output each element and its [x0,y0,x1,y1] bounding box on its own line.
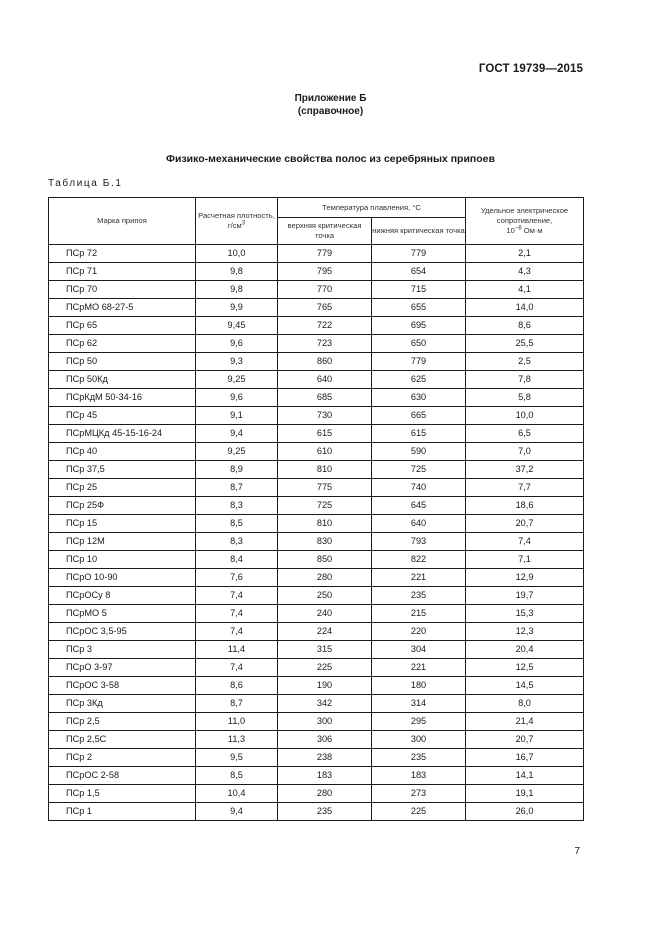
table-row [49,353,584,371]
cell-upper-point: 810 [278,515,372,533]
page-number: 7 [574,846,580,857]
cell-lower-point: 695 [372,317,466,335]
cell-density: 8,3 [196,497,278,515]
cell-lower-point: 625 [372,371,466,389]
cell-upper-point: 224 [278,623,372,641]
cell-resistance: 16,7 [466,749,584,767]
cell-upper-point: 238 [278,749,372,767]
cell-lower-point: 630 [372,389,466,407]
cell-resistance: 37,2 [466,461,584,479]
cell-density: 7,6 [196,569,278,587]
table-row [49,299,584,317]
cell-resistance: 26,0 [466,803,584,821]
table-row [49,767,584,785]
cell-upper-point: 795 [278,263,372,281]
cell-lower-point: 740 [372,479,466,497]
cell-resistance: 12,9 [466,569,584,587]
cell-brand: ПСр 1,5 [49,785,196,803]
cell-lower-point: 725 [372,461,466,479]
cell-resistance: 2,1 [466,245,584,263]
cell-density: 8,7 [196,479,278,497]
cell-lower-point: 822 [372,551,466,569]
cell-density: 9,25 [196,371,278,389]
cell-density: 8,3 [196,533,278,551]
cell-upper-point: 342 [278,695,372,713]
cell-upper-point: 730 [278,407,372,425]
cell-brand: ПСр 12М [49,533,196,551]
cell-upper-point: 775 [278,479,372,497]
cell-upper-point: 306 [278,731,372,749]
cell-density: 8,5 [196,515,278,533]
cell-lower-point: 645 [372,497,466,515]
cell-brand: ПСр 1 [49,803,196,821]
cell-brand: ПСр 71 [49,263,196,281]
cell-brand: ПСр 10 [49,551,196,569]
cell-brand: ПСр 40 [49,443,196,461]
cell-upper-point: 640 [278,371,372,389]
cell-density: 9,5 [196,749,278,767]
cell-lower-point: 295 [372,713,466,731]
cell-lower-point: 183 [372,767,466,785]
cell-density: 9,8 [196,281,278,299]
table-row [49,803,584,821]
table-row [49,515,584,533]
cell-brand: ПСр 45 [49,407,196,425]
cell-resistance: 8,0 [466,695,584,713]
cell-density: 9,1 [196,407,278,425]
cell-upper-point: 240 [278,605,372,623]
cell-resistance: 20,4 [466,641,584,659]
table-row [49,587,584,605]
appendix-title: Приложение Б [294,93,367,104]
table-label: Таблица Б.1 [48,178,123,189]
cell-lower-point: 314 [372,695,466,713]
cell-upper-point: 779 [278,245,372,263]
cell-upper-point: 860 [278,353,372,371]
cell-brand: ПСр 2,5 [49,713,196,731]
cell-brand: ПСр 65 [49,317,196,335]
cell-lower-point: 304 [372,641,466,659]
cell-lower-point: 221 [372,659,466,677]
cell-density: 8,5 [196,767,278,785]
header-brand: Марка припоя [49,198,196,245]
cell-resistance: 7,0 [466,443,584,461]
cell-lower-point: 273 [372,785,466,803]
cell-density: 9,8 [196,263,278,281]
table-row [49,443,584,461]
table-row [49,461,584,479]
cell-upper-point: 280 [278,785,372,803]
table-row [49,371,584,389]
cell-lower-point: 640 [372,515,466,533]
cell-brand: ПСрОС 3,5-95 [49,623,196,641]
cell-resistance: 20,7 [466,515,584,533]
cell-resistance: 6,5 [466,425,584,443]
header-density: Расчетная плотность, $г/см^3$ [196,198,278,245]
cell-density: 11,0 [196,713,278,731]
cell-resistance: 25,5 [466,335,584,353]
table-row [49,407,584,425]
cell-lower-point: 220 [372,623,466,641]
cell-lower-point: 650 [372,335,466,353]
cell-brand: ПСрОСу 8 [49,587,196,605]
cell-brand: ПСр 70 [49,281,196,299]
cell-brand: ПСр 62 [49,335,196,353]
table-row [49,335,584,353]
cell-lower-point: 180 [372,677,466,695]
cell-upper-point: 280 [278,569,372,587]
cell-density: 8,7 [196,695,278,713]
cell-density: 9,3 [196,353,278,371]
cell-lower-point: 235 [372,749,466,767]
cell-brand: ПСрОС 3-58 [49,677,196,695]
cell-density: 7,4 [196,587,278,605]
table-row [49,695,584,713]
cell-density: 8,9 [196,461,278,479]
appendix-heading [0,92,661,118]
cell-brand: ПСрКдМ 50-34-16 [49,389,196,407]
cell-resistance: 5,8 [466,389,584,407]
cell-density: 9,25 [196,443,278,461]
cell-lower-point: 225 [372,803,466,821]
cell-density: 9,4 [196,425,278,443]
cell-brand: ПСр 2 [49,749,196,767]
cell-density: 10,0 [196,245,278,263]
table-row [49,245,584,263]
cell-resistance: 14,0 [466,299,584,317]
cell-lower-point: 665 [372,407,466,425]
cell-resistance: 4,3 [466,263,584,281]
table-row [49,497,584,515]
cell-resistance: 12,3 [466,623,584,641]
table-body [49,245,584,821]
cell-upper-point: 770 [278,281,372,299]
properties-table [48,197,584,821]
table-title: Физико-механические свойства полос из серебряных припоев [166,153,495,165]
table-row [49,317,584,335]
cell-lower-point: 654 [372,263,466,281]
cell-upper-point: 725 [278,497,372,515]
table-row [49,479,584,497]
cell-resistance: 19,7 [466,587,584,605]
cell-upper-point: 810 [278,461,372,479]
cell-resistance: 4,1 [466,281,584,299]
cell-brand: ПСрМО 68-27-5 [49,299,196,317]
cell-density: 10,4 [196,785,278,803]
cell-lower-point: 215 [372,605,466,623]
cell-lower-point: 615 [372,425,466,443]
cell-upper-point: 723 [278,335,372,353]
cell-brand: ПСрО 3-97 [49,659,196,677]
cell-brand: ПСрМО 5 [49,605,196,623]
cell-density: 8,6 [196,677,278,695]
cell-resistance: 7,8 [466,371,584,389]
cell-upper-point: 830 [278,533,372,551]
cell-brand: ПСрОС 2-58 [49,767,196,785]
cell-density: 9,6 [196,389,278,407]
cell-lower-point: 300 [372,731,466,749]
cell-resistance: 7,4 [466,533,584,551]
table-row [49,533,584,551]
cell-density: 11,3 [196,731,278,749]
appendix-subtitle: (справочное) [297,106,364,117]
cell-brand: ПСр 2,5С [49,731,196,749]
cell-brand: ПСр 3 [49,641,196,659]
table-row [49,659,584,677]
cell-density: 9,9 [196,299,278,317]
cell-density: 7,4 [196,623,278,641]
cell-upper-point: 685 [278,389,372,407]
cell-brand: ПСр 3Кд [49,695,196,713]
table-row [49,677,584,695]
cell-density: 9,4 [196,803,278,821]
cell-brand: ПСрО 10-90 [49,569,196,587]
cell-density: 9,45 [196,317,278,335]
cell-resistance: 8,6 [466,317,584,335]
cell-upper-point: 235 [278,803,372,821]
cell-density: 11,4 [196,641,278,659]
cell-upper-point: 225 [278,659,372,677]
cell-brand: ПСр 50 [49,353,196,371]
table-row [49,641,584,659]
table-row [49,263,584,281]
cell-brand: ПСр 25 [49,479,196,497]
table-row [49,605,584,623]
cell-lower-point: 779 [372,245,466,263]
cell-resistance: 18,6 [466,497,584,515]
cell-upper-point: 610 [278,443,372,461]
cell-brand: ПСр 50Кд [49,371,196,389]
cell-resistance: 10,0 [466,407,584,425]
table-row [49,425,584,443]
cell-upper-point: 183 [278,767,372,785]
cell-resistance: 15,3 [466,605,584,623]
header-resistance: Удельное электрическое сопротивление, $10^{-8}$ Ом·м [466,198,584,245]
cell-resistance: 20,7 [466,731,584,749]
cell-resistance: 19,1 [466,785,584,803]
cell-resistance: 14,5 [466,677,584,695]
cell-lower-point: 590 [372,443,466,461]
table-row [49,785,584,803]
table-row [49,281,584,299]
table-row [49,623,584,641]
table-row [49,569,584,587]
table-row [49,551,584,569]
cell-density: 7,4 [196,605,278,623]
cell-upper-point: 615 [278,425,372,443]
cell-resistance: 14,1 [466,767,584,785]
cell-upper-point: 765 [278,299,372,317]
cell-lower-point: 715 [372,281,466,299]
cell-resistance: 7,1 [466,551,584,569]
header-melting: Температура плавления, °С [278,198,466,218]
cell-upper-point: 850 [278,551,372,569]
cell-lower-point: 221 [372,569,466,587]
cell-upper-point: 315 [278,641,372,659]
cell-upper-point: 300 [278,713,372,731]
cell-brand: ПСр 72 [49,245,196,263]
cell-lower-point: 793 [372,533,466,551]
cell-brand: ПСр 37,5 [49,461,196,479]
cell-brand: ПСр 15 [49,515,196,533]
cell-resistance: 12,5 [466,659,584,677]
cell-upper-point: 722 [278,317,372,335]
cell-density: 8,4 [196,551,278,569]
cell-resistance: 7,7 [466,479,584,497]
cell-lower-point: 235 [372,587,466,605]
cell-lower-point: 779 [372,353,466,371]
table-row [49,389,584,407]
cell-upper-point: 190 [278,677,372,695]
cell-brand: ПСрМЦКд 45-15-16-24 [49,425,196,443]
cell-density: 7,4 [196,659,278,677]
cell-resistance: 21,4 [466,713,584,731]
cell-upper-point: 250 [278,587,372,605]
cell-density: 9,6 [196,335,278,353]
table-row [49,749,584,767]
table-row [49,731,584,749]
cell-resistance: 2,5 [466,353,584,371]
table-row [49,713,584,731]
header-upper-point: верхняя критическая точка [278,218,372,245]
cell-brand: ПСр 25Ф [49,497,196,515]
header-lower-point: нижняя критическая точка [372,218,466,245]
standard-number: ГОСТ 19739—2015 [478,63,583,75]
cell-lower-point: 655 [372,299,466,317]
